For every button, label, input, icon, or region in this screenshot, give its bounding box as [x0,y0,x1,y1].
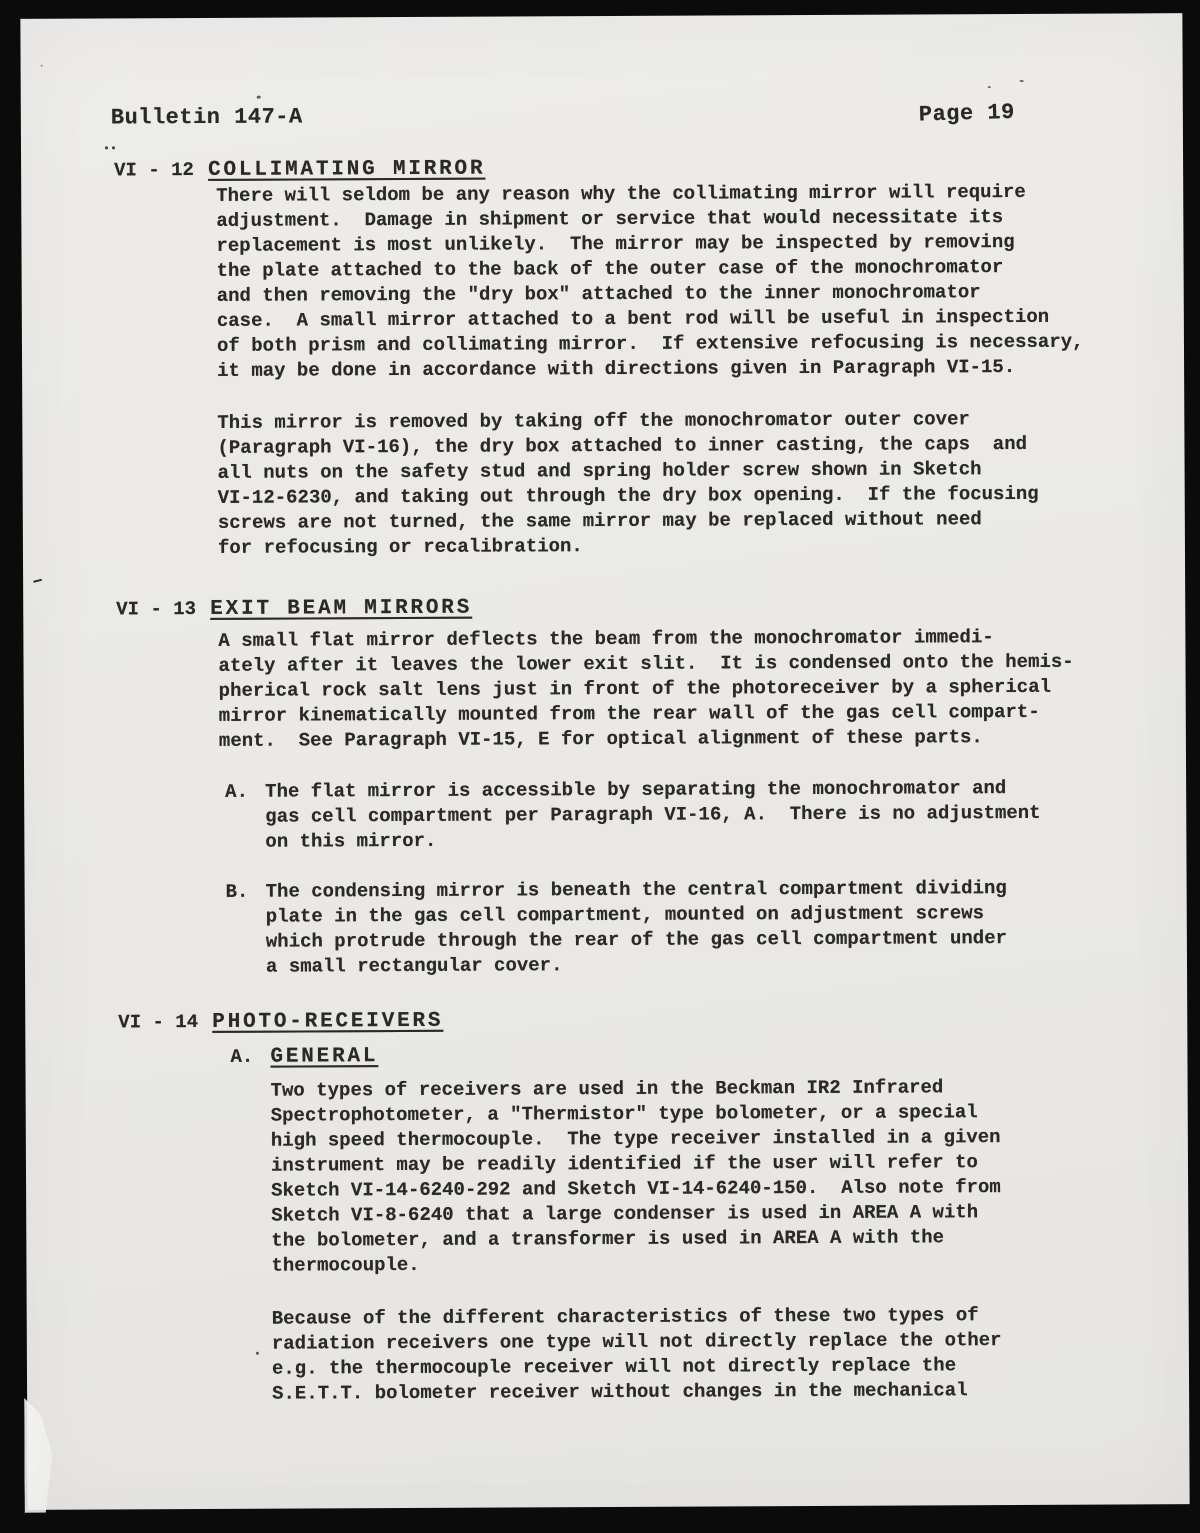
text-line: and then removing the "dry box" attached to the inner monochromator [216,281,981,307]
scan-speck [1020,80,1024,82]
text-line: for refocusing or recalibration. [217,535,583,559]
page-header [21,100,1183,131]
section-label: VI - 13 [116,597,197,621]
line-group [265,776,1041,855]
page-number: Page 19 [918,99,1016,128]
scan-speck [41,65,43,67]
list-item [24,775,1186,856]
text-line: screws are not turned, the same mirror may be replaced without need [217,508,982,534]
text-line: instrument may be readily identified if the user will refer to [270,1151,978,1177]
text-line: A small flat mirror deflects the beam from the monochromator immedi- [218,626,994,652]
scan-speck [112,146,115,149]
text-line: of both prism and collimating mirror. If extensive refocusing is necessary, [216,330,1084,357]
text-line: There will seldom be any reason why the collimating mirror will require [216,180,1026,207]
text-line: gas cell compartment per Paragraph VI-16, A. There is no adjustment [265,801,1041,828]
text-line: replacement is most unlikely. The mirror may be inspected by removing [216,230,1015,257]
section-3 [25,1005,1189,1408]
text-line: which protrude through the rear of the gas cell compartment under [265,927,1008,953]
item-label: A. [225,780,249,803]
paper-crease [24,1398,53,1513]
text-line: S.E.T.T. bolometer receiver without changes in the mechanical [272,1379,968,1405]
text-line: Sketch VI-14-6240-292 and Sketch VI-14-6240-150. Also note from [271,1176,1001,1202]
text-line: case. A small mirror attached to a bent rod will be useful in inspection [216,305,1050,332]
paragraph [27,1302,1189,1408]
section-2 [23,592,1187,981]
text-line: e.g. the thermocouple receiver will not directly replace the [271,1354,957,1380]
subsection-heading [25,1040,1187,1071]
text-line: the bolometer, and a transformer is used in AREA A with the [271,1226,945,1252]
text-line: (Paragraph VI-16), the dry box attached to inner casting, the caps and [217,432,1028,459]
subsection-title: GENERAL [270,1045,379,1069]
text-line: The condensing mirror is beneath the central compartment dividing [265,877,1007,903]
bulletin-number: Bulletin 147-A [110,104,303,131]
document-body [21,153,1189,1408]
section-title: COLLIMATING MIRROR [208,157,486,182]
item-label: B. [225,880,249,903]
paragraph [26,1074,1189,1280]
text-line: on this mirror. [265,829,437,853]
text-line: high speed thermocouple. The type receiver installed in a given [270,1126,1001,1152]
text-line: Two types of receivers are used in the Beckman IR2 Infrared [270,1076,944,1102]
text-line: ment. See Paragraph VI-15, E for optical alignment of these parts. [218,726,983,752]
text-line: mirror kinematically mounted from the rear wall of the gas cell compart- [218,700,1040,727]
paragraph [22,406,1185,562]
text-line: adjustment. Damage in shipment or service that would necessitate its [216,206,1004,232]
text-line: it may be done in accordance with directions given in Paragraph VI-15. [217,355,1016,382]
line-group [216,179,1184,384]
text-line: radiation receivers one type will not directly replace the other [271,1329,1002,1355]
section-label: VI - 14 [118,1010,199,1034]
text-line: all nuts on the safety stud and spring holder screw shown in Sketch [217,458,982,484]
text-line: VI-12-6230, and taking out through the dry box opening. If the focusing [217,482,1039,509]
text-line: pherical rock salt lens just in front of the photoreceiver by a spherical [218,675,1052,702]
section-title: PHOTO-RECEIVERS [212,1009,444,1034]
text-line: plate in the gas cell compartment, mounted on adjustment screws [265,902,985,928]
line-group [272,1302,1189,1406]
text-line: thermocouple. [271,1253,420,1277]
text-line: This mirror is removed by taking off the monochromator outer cover [217,408,970,434]
document-page [20,13,1189,1510]
text-line: The flat mirror is accessible by separating the monochromator and [265,777,1007,803]
subsection-label: A. [230,1045,254,1068]
scan-speck [988,86,991,88]
text-line: Because of the different characteristics of these two types of [271,1304,979,1330]
text-line: the plate attached to the back of the outer case of the monochromator [216,256,1004,282]
list-item [25,875,1187,981]
section-title: EXIT BEAM MIRRORS [210,596,473,621]
text-line: ately after it leaves the lower exit slit. It is condensed onto the hemis- [218,650,1074,677]
scan-speck [257,96,261,99]
section-heading [25,1005,1187,1036]
text-line: Spectrophotometer, a "Thermistor" type bolometer, or a special [270,1101,978,1127]
line-group [217,406,1185,561]
text-line: a small rectangular cover. [265,954,563,978]
scan-speck [105,146,108,149]
section-label: VI - 12 [114,159,194,182]
line-group [271,1074,1189,1278]
line-group [266,876,1008,980]
text-line: Sketch VI-8-6240 that a large condenser is used in AREA A with [271,1201,979,1227]
line-group [218,624,1186,754]
paragraph [23,624,1186,755]
section-heading [23,592,1185,623]
scan-speck [256,1352,259,1355]
paragraph [21,179,1184,385]
section-1 [21,153,1185,562]
